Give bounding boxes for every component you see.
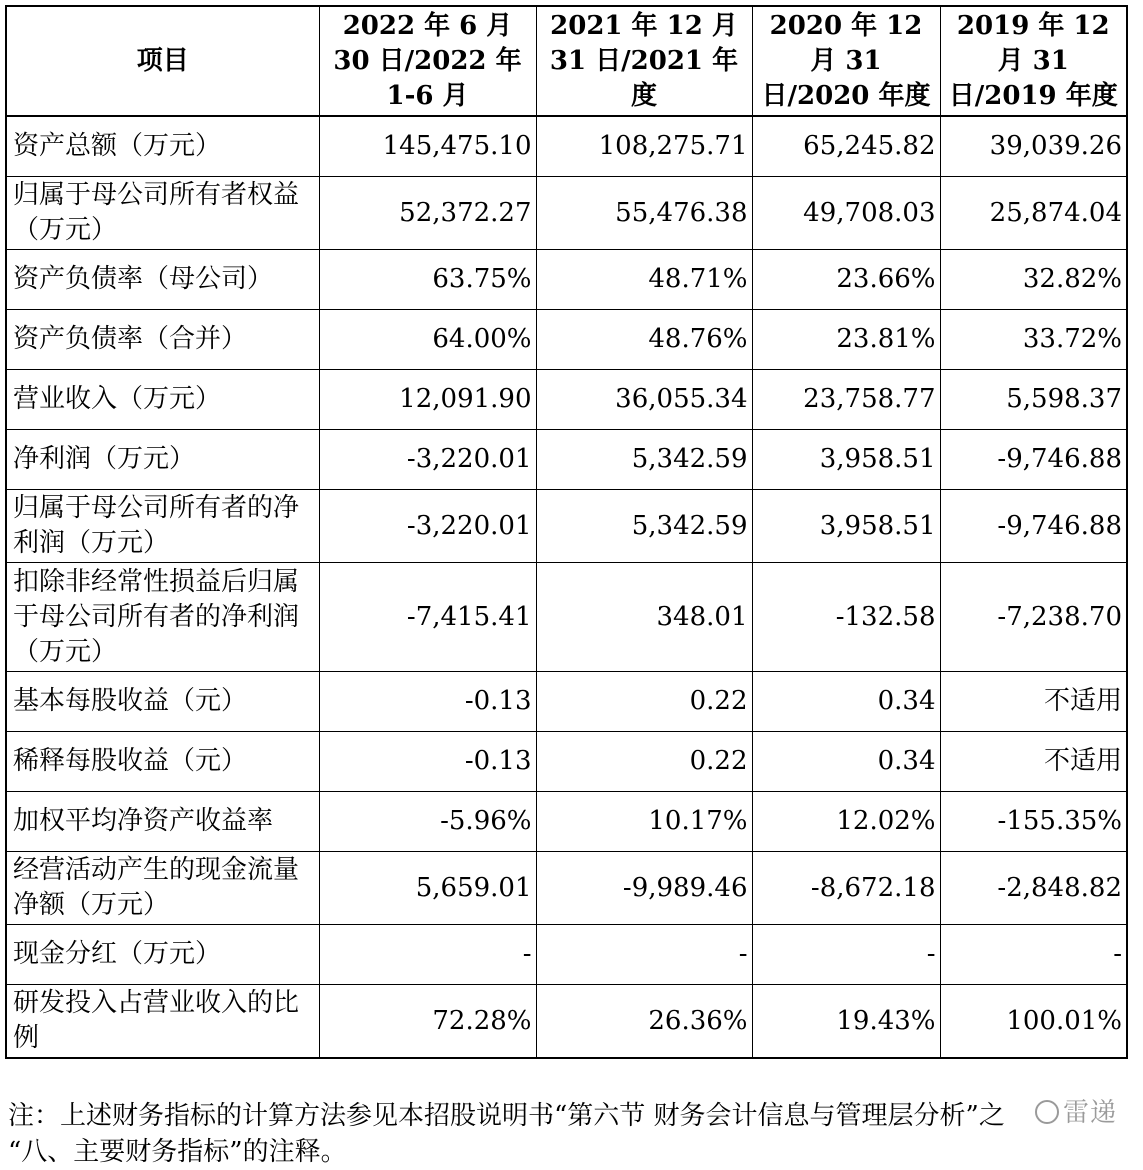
cell-value: 不适用	[940, 672, 1127, 732]
cell-value: 39,039.26	[940, 116, 1127, 177]
cell-value: 55,476.38	[536, 177, 752, 250]
cell-value: 52,372.27	[319, 177, 536, 250]
table-row	[6, 925, 1127, 985]
cell-value: 65,245.82	[752, 116, 940, 177]
row-label: 资产负债率（母公司）	[6, 250, 319, 310]
cell-value: 25,874.04	[940, 177, 1127, 250]
cell-value: -	[752, 925, 940, 985]
table-header-row	[6, 6, 1127, 116]
table-row	[6, 792, 1127, 852]
cell-value: 48.71%	[536, 250, 752, 310]
cell-value: 不适用	[940, 732, 1127, 792]
cell-value: -0.13	[319, 672, 536, 732]
cell-value: 108,275.71	[536, 116, 752, 177]
footnote-line-1: 注：上述财务指标的计算方法参见本招股说明书“第六节 财务会计信息与管理层分析”之	[8, 1101, 1005, 1131]
row-label: 现金分红（万元）	[6, 925, 319, 985]
financial-indicators-table	[5, 5, 1128, 1059]
row-label: 基本每股收益（元）	[6, 672, 319, 732]
cell-value: 26.36%	[536, 985, 752, 1059]
footnote-line-2: “八、主要财务指标”的注释。	[8, 1137, 347, 1167]
cell-value: 72.28%	[319, 985, 536, 1059]
watermark	[1035, 1092, 1117, 1129]
cell-value: 12.02%	[752, 792, 940, 852]
table-row	[6, 563, 1127, 672]
table-row	[6, 672, 1127, 732]
table-row	[6, 490, 1127, 563]
cell-value: 5,342.59	[536, 430, 752, 490]
cell-value: 100.01%	[940, 985, 1127, 1059]
header-2019: 2019 年 12 月 31 日/2019 年度	[940, 6, 1127, 116]
cell-value: -8,672.18	[752, 852, 940, 925]
cell-value: -9,989.46	[536, 852, 752, 925]
cell-value: 19.43%	[752, 985, 940, 1059]
footnote	[8, 1098, 1138, 1167]
row-label: 资产总额（万元）	[6, 116, 319, 177]
row-label: 扣除非经常性损益后归属于母公司所有者的净利润（万元）	[6, 563, 319, 672]
cell-value: -9,746.88	[940, 430, 1127, 490]
table-row	[6, 250, 1127, 310]
cell-value: 63.75%	[319, 250, 536, 310]
row-label: 营业收入（万元）	[6, 370, 319, 430]
table-row	[6, 430, 1127, 490]
cell-value: 23.66%	[752, 250, 940, 310]
row-label: 研发投入占营业收入的比例	[6, 985, 319, 1059]
cell-value: 23.81%	[752, 310, 940, 370]
header-item: 项目	[6, 6, 319, 116]
cell-value: 3,958.51	[752, 430, 940, 490]
cell-value: -7,415.41	[319, 563, 536, 672]
cell-value: -132.58	[752, 563, 940, 672]
cell-value: 5,598.37	[940, 370, 1127, 430]
table-row	[6, 985, 1127, 1059]
cell-value: -2,848.82	[940, 852, 1127, 925]
watermark-text: 雷递	[1062, 1098, 1117, 1128]
header-2022h1: 2022 年 6 月 30 日/2022 年 1-6 月	[319, 6, 536, 116]
cell-value: 32.82%	[940, 250, 1127, 310]
cell-value: -3,220.01	[319, 430, 536, 490]
cell-value: 5,659.01	[319, 852, 536, 925]
cell-value: -5.96%	[319, 792, 536, 852]
cell-value: -0.13	[319, 732, 536, 792]
row-label: 净利润（万元）	[6, 430, 319, 490]
cell-value: 36,055.34	[536, 370, 752, 430]
table-row	[6, 310, 1127, 370]
table-row	[6, 852, 1127, 925]
watermark-logo-icon	[1035, 1100, 1059, 1124]
header-2021: 2021 年 12 月 31 日/2021 年度	[536, 6, 752, 116]
cell-value: -	[536, 925, 752, 985]
row-label: 稀释每股收益（元）	[6, 732, 319, 792]
row-label: 加权平均净资产收益率	[6, 792, 319, 852]
row-label: 归属于母公司所有者权益（万元）	[6, 177, 319, 250]
cell-value: 0.22	[536, 672, 752, 732]
cell-value: 145,475.10	[319, 116, 536, 177]
cell-value: 64.00%	[319, 310, 536, 370]
cell-value: -3,220.01	[319, 490, 536, 563]
cell-value: 23,758.77	[752, 370, 940, 430]
header-2020: 2020 年 12 月 31 日/2020 年度	[752, 6, 940, 116]
cell-value: 33.72%	[940, 310, 1127, 370]
cell-value: 3,958.51	[752, 490, 940, 563]
cell-value: -155.35%	[940, 792, 1127, 852]
cell-value: 0.34	[752, 732, 940, 792]
financial-indicators-table-container	[5, 5, 1126, 1059]
cell-value: -	[940, 925, 1127, 985]
cell-value: 49,708.03	[752, 177, 940, 250]
cell-value: 0.34	[752, 672, 940, 732]
row-label: 经营活动产生的现金流量净额（万元）	[6, 852, 319, 925]
cell-value: 12,091.90	[319, 370, 536, 430]
table-row	[6, 116, 1127, 177]
cell-value: 10.17%	[536, 792, 752, 852]
row-label: 资产负债率（合并）	[6, 310, 319, 370]
table-row	[6, 732, 1127, 792]
cell-value: -	[319, 925, 536, 985]
cell-value: 348.01	[536, 563, 752, 672]
cell-value: 5,342.59	[536, 490, 752, 563]
cell-value: 48.76%	[536, 310, 752, 370]
cell-value: 0.22	[536, 732, 752, 792]
table-row	[6, 177, 1127, 250]
row-label: 归属于母公司所有者的净利润（万元）	[6, 490, 319, 563]
cell-value: -9,746.88	[940, 490, 1127, 563]
table-row	[6, 370, 1127, 430]
cell-value: -7,238.70	[940, 563, 1127, 672]
